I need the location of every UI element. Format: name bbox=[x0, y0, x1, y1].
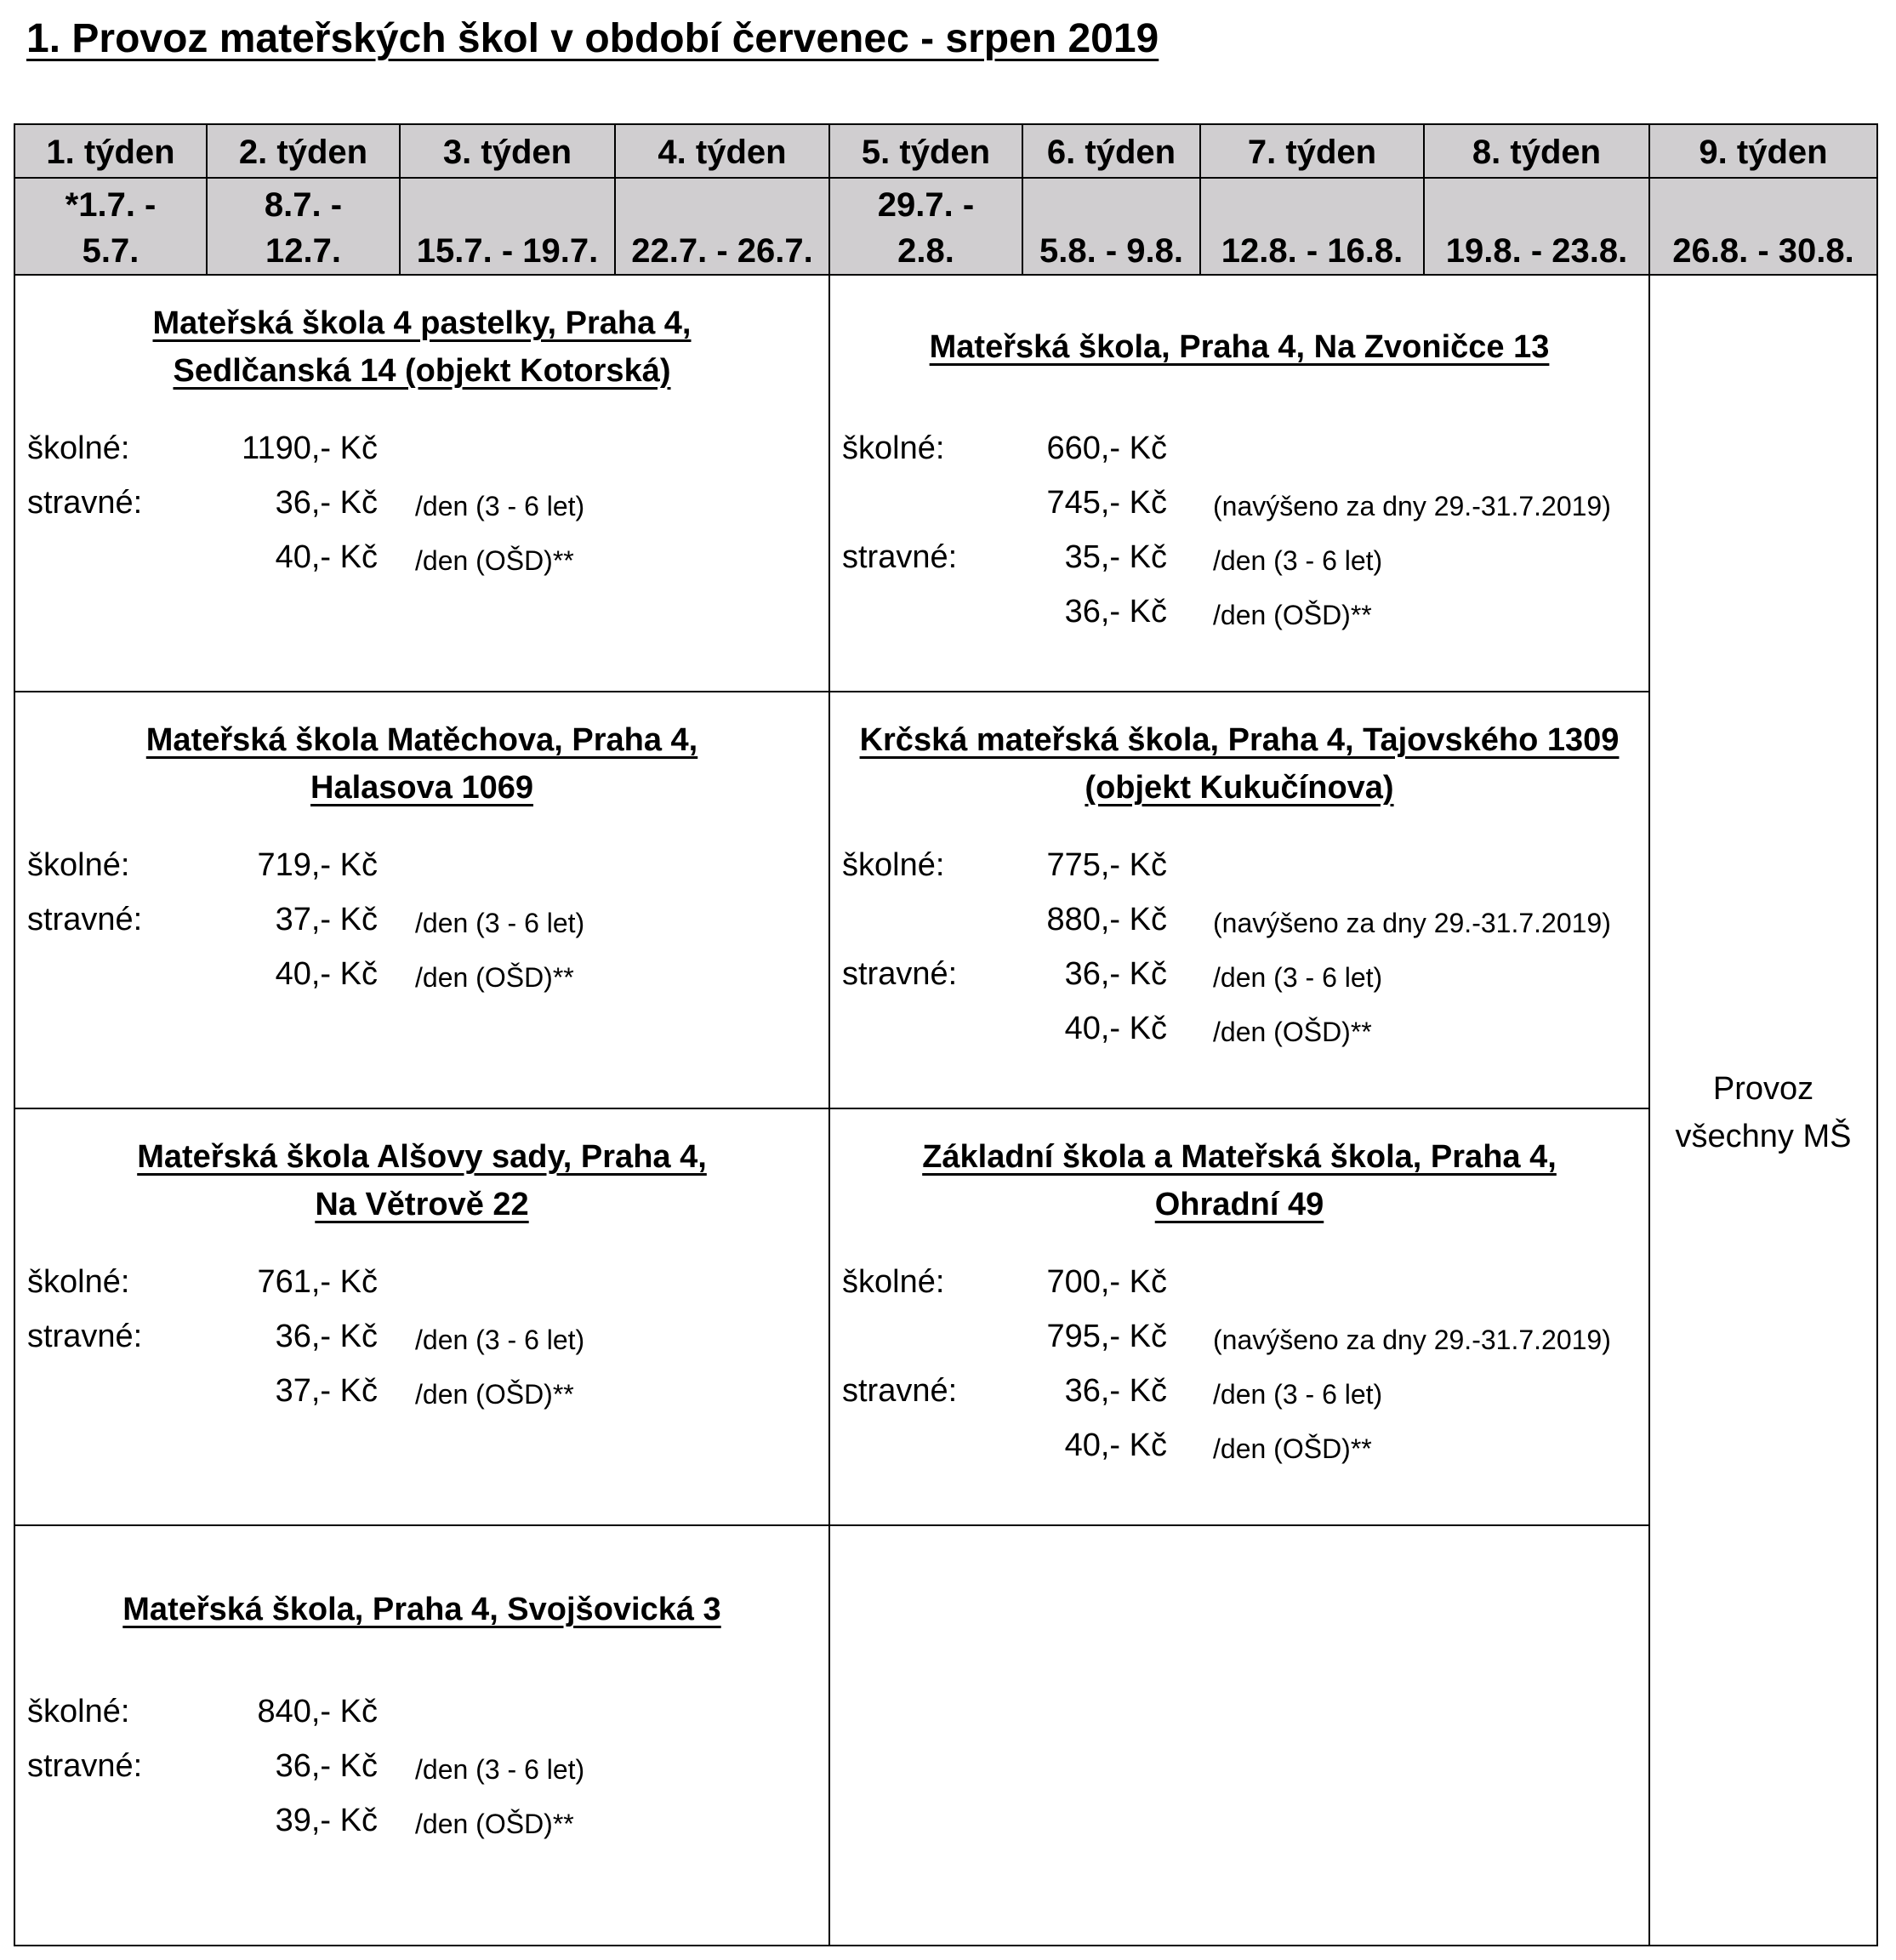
week-dates-3 bbox=[399, 177, 616, 276]
week-dates-2 bbox=[206, 177, 401, 276]
week-dates-text: *1.7. - 5.7. bbox=[65, 186, 157, 270]
stravne-preschool-amount: 37,- Kč bbox=[275, 902, 378, 937]
stravne-osd-amount: 40,- Kč bbox=[1064, 1427, 1167, 1463]
page-title: 1. Provoz mateřských škol v období červenec - srpen 2019 bbox=[26, 16, 1159, 61]
stravne-preschool-note: /den (3 - 6 let) bbox=[415, 908, 585, 938]
school-name: Mateřská škola 4 pastelky, Praha 4, bbox=[152, 305, 692, 341]
week-header-7: 7. týden bbox=[1199, 123, 1425, 179]
stravne-preschool-label: stravné: bbox=[27, 1748, 143, 1784]
stravne-preschool-label: stravné: bbox=[27, 485, 143, 521]
skolne-increased-note: (navýšeno za dny 29.-31.7.2019) bbox=[1213, 491, 1611, 521]
stravne-preschool-amount: 36,- Kč bbox=[275, 1319, 378, 1354]
stravne-preschool-amount: 36,- Kč bbox=[275, 1748, 378, 1784]
stravne-osd-note: /den (OŠD)** bbox=[415, 545, 574, 576]
school-cell-right bbox=[828, 691, 1650, 1109]
stravne-osd-note: /den (OŠD)** bbox=[415, 1809, 574, 1839]
empty-cell bbox=[828, 1524, 1650, 1946]
week-dates-text: 19.8. - 23.8. bbox=[1445, 232, 1628, 270]
skolne-label: školné: bbox=[842, 847, 945, 883]
school-name: Základní škola a Mateřská škola, Praha 4, bbox=[922, 1139, 1557, 1175]
skolne-increased-amount: 795,- Kč bbox=[1046, 1319, 1167, 1354]
skolne-label: školné: bbox=[27, 847, 130, 883]
stravne-osd-amount: 40,- Kč bbox=[275, 956, 378, 992]
week-dates-text: 29.7. - 2.8. bbox=[877, 186, 975, 270]
school-address: Ohradní 49 bbox=[1154, 1187, 1324, 1222]
stravne-preschool-note: /den (3 - 6 let) bbox=[1213, 1379, 1383, 1410]
stravne-osd-amount: 36,- Kč bbox=[1064, 594, 1167, 630]
skolne-amount: 775,- Kč bbox=[1046, 847, 1167, 883]
stravne-preschool-note: /den (3 - 6 let) bbox=[415, 1754, 585, 1785]
skolne-label: školné: bbox=[842, 430, 945, 466]
stravne-preschool-amount: 36,- Kč bbox=[1064, 956, 1167, 992]
school-cell-right bbox=[828, 274, 1650, 692]
week-dates-9 bbox=[1648, 177, 1878, 276]
school-name: Mateřská škola Alšovy sady, Praha 4, bbox=[137, 1139, 707, 1175]
stravne-osd-amount: 40,- Kč bbox=[275, 539, 378, 575]
week-header-4: 4. týden bbox=[614, 123, 830, 179]
skolne-label: školné: bbox=[842, 1264, 945, 1300]
week-dates-text: 8.7. - 12.7. bbox=[264, 186, 343, 270]
week-dates-text: 26.8. - 30.8. bbox=[1672, 232, 1854, 270]
school-name: Mateřská škola, Praha 4, Svojšovická 3 bbox=[122, 1592, 721, 1627]
week-dates-4 bbox=[614, 177, 830, 276]
skolne-amount: 719,- Kč bbox=[257, 847, 378, 883]
skolne-label: školné: bbox=[27, 1264, 130, 1300]
stravne-osd-note: /den (OŠD)** bbox=[415, 962, 574, 993]
week9-text: Provoz bbox=[1712, 1071, 1814, 1107]
school-cell-right bbox=[828, 1108, 1650, 1526]
stravne-preschool-note: /den (3 - 6 let) bbox=[1213, 545, 1383, 576]
stravne-preschool-note: /den (3 - 6 let) bbox=[415, 491, 585, 521]
week-dates-8 bbox=[1423, 177, 1650, 276]
week-dates-6 bbox=[1022, 177, 1201, 276]
week-header-8: 8. týden bbox=[1423, 123, 1650, 179]
stravne-preschool-label: stravné: bbox=[27, 902, 143, 937]
skolne-amount: 660,- Kč bbox=[1046, 430, 1167, 466]
week-header-3: 3. týden bbox=[399, 123, 616, 179]
school-name: Mateřská škola Matěchova, Praha 4, bbox=[145, 722, 698, 758]
skolne-amount: 1190,- Kč bbox=[242, 430, 378, 466]
stravne-osd-note: /den (OŠD)** bbox=[415, 1379, 574, 1410]
stravne-preschool-label: stravné: bbox=[27, 1319, 143, 1354]
skolne-increased-note: (navýšeno za dny 29.-31.7.2019) bbox=[1213, 1325, 1611, 1355]
stravne-preschool-amount: 36,- Kč bbox=[1064, 1373, 1167, 1409]
skolne-amount: 840,- Kč bbox=[257, 1694, 378, 1729]
school-cell-left bbox=[14, 1524, 830, 1946]
skolne-amount: 761,- Kč bbox=[257, 1264, 378, 1300]
stravne-osd-note: /den (OŠD)** bbox=[1213, 1017, 1372, 1047]
stravne-preschool-label: stravné: bbox=[842, 1373, 958, 1409]
stravne-preschool-note: /den (3 - 6 let) bbox=[1213, 962, 1383, 993]
week-dates-text: 12.8. - 16.8. bbox=[1221, 232, 1403, 270]
stravne-preschool-amount: 35,- Kč bbox=[1064, 539, 1167, 575]
stravne-preschool-amount: 36,- Kč bbox=[275, 485, 378, 521]
stravne-osd-note: /den (OŠD)** bbox=[1213, 600, 1372, 630]
skolne-increased-amount: 745,- Kč bbox=[1046, 485, 1167, 521]
week-header-5: 5. týden bbox=[828, 123, 1023, 179]
skolne-amount: 700,- Kč bbox=[1046, 1264, 1167, 1300]
school-cell-left bbox=[14, 691, 830, 1109]
week9-cell bbox=[1648, 274, 1878, 1946]
week-header-6: 6. týden bbox=[1022, 123, 1201, 179]
week-dates-text: 5.8. - 9.8. bbox=[1039, 232, 1183, 270]
skolne-increased-note: (navýšeno za dny 29.-31.7.2019) bbox=[1213, 908, 1611, 938]
skolne-increased-amount: 880,- Kč bbox=[1046, 902, 1167, 937]
stravne-preschool-label: stravné: bbox=[842, 539, 958, 575]
skolne-label: školné: bbox=[27, 430, 130, 466]
week-dates-text: 15.7. - 19.7. bbox=[416, 232, 599, 270]
week-header-9: 9. týden bbox=[1648, 123, 1878, 179]
week-dates-text: 22.7. - 26.7. bbox=[631, 232, 813, 270]
school-cell-left bbox=[14, 274, 830, 692]
week9-text-2: všechny MŠ bbox=[1675, 1119, 1852, 1154]
stravne-osd-amount: 40,- Kč bbox=[1064, 1011, 1167, 1046]
school-cell-left bbox=[14, 1108, 830, 1526]
skolne-label: školné: bbox=[27, 1694, 130, 1729]
school-name: Krčská mateřská škola, Praha 4, Tajovského 1309 bbox=[859, 722, 1620, 758]
week-header-1: 1. týden bbox=[14, 123, 208, 179]
school-address: (objekt Kukučínova) bbox=[1085, 770, 1394, 806]
stravne-osd-amount: 37,- Kč bbox=[275, 1373, 378, 1409]
stravne-preschool-note: /den (3 - 6 let) bbox=[415, 1325, 585, 1355]
school-address: Na Větrově 22 bbox=[315, 1187, 529, 1222]
week-dates-1 bbox=[14, 177, 208, 276]
stravne-preschool-label: stravné: bbox=[842, 956, 958, 992]
stravne-osd-note: /den (OŠD)** bbox=[1213, 1433, 1372, 1464]
school-name: Mateřská škola, Praha 4, Na Zvoničce 13 bbox=[929, 329, 1550, 365]
stravne-osd-amount: 39,- Kč bbox=[275, 1803, 378, 1838]
school-address: Sedlčanská 14 (objekt Kotorská) bbox=[173, 353, 671, 389]
week-header-2: 2. týden bbox=[206, 123, 401, 179]
week-dates-7 bbox=[1199, 177, 1425, 276]
school-address: Halasova 1069 bbox=[310, 770, 533, 806]
week-dates-5 bbox=[828, 177, 1023, 276]
